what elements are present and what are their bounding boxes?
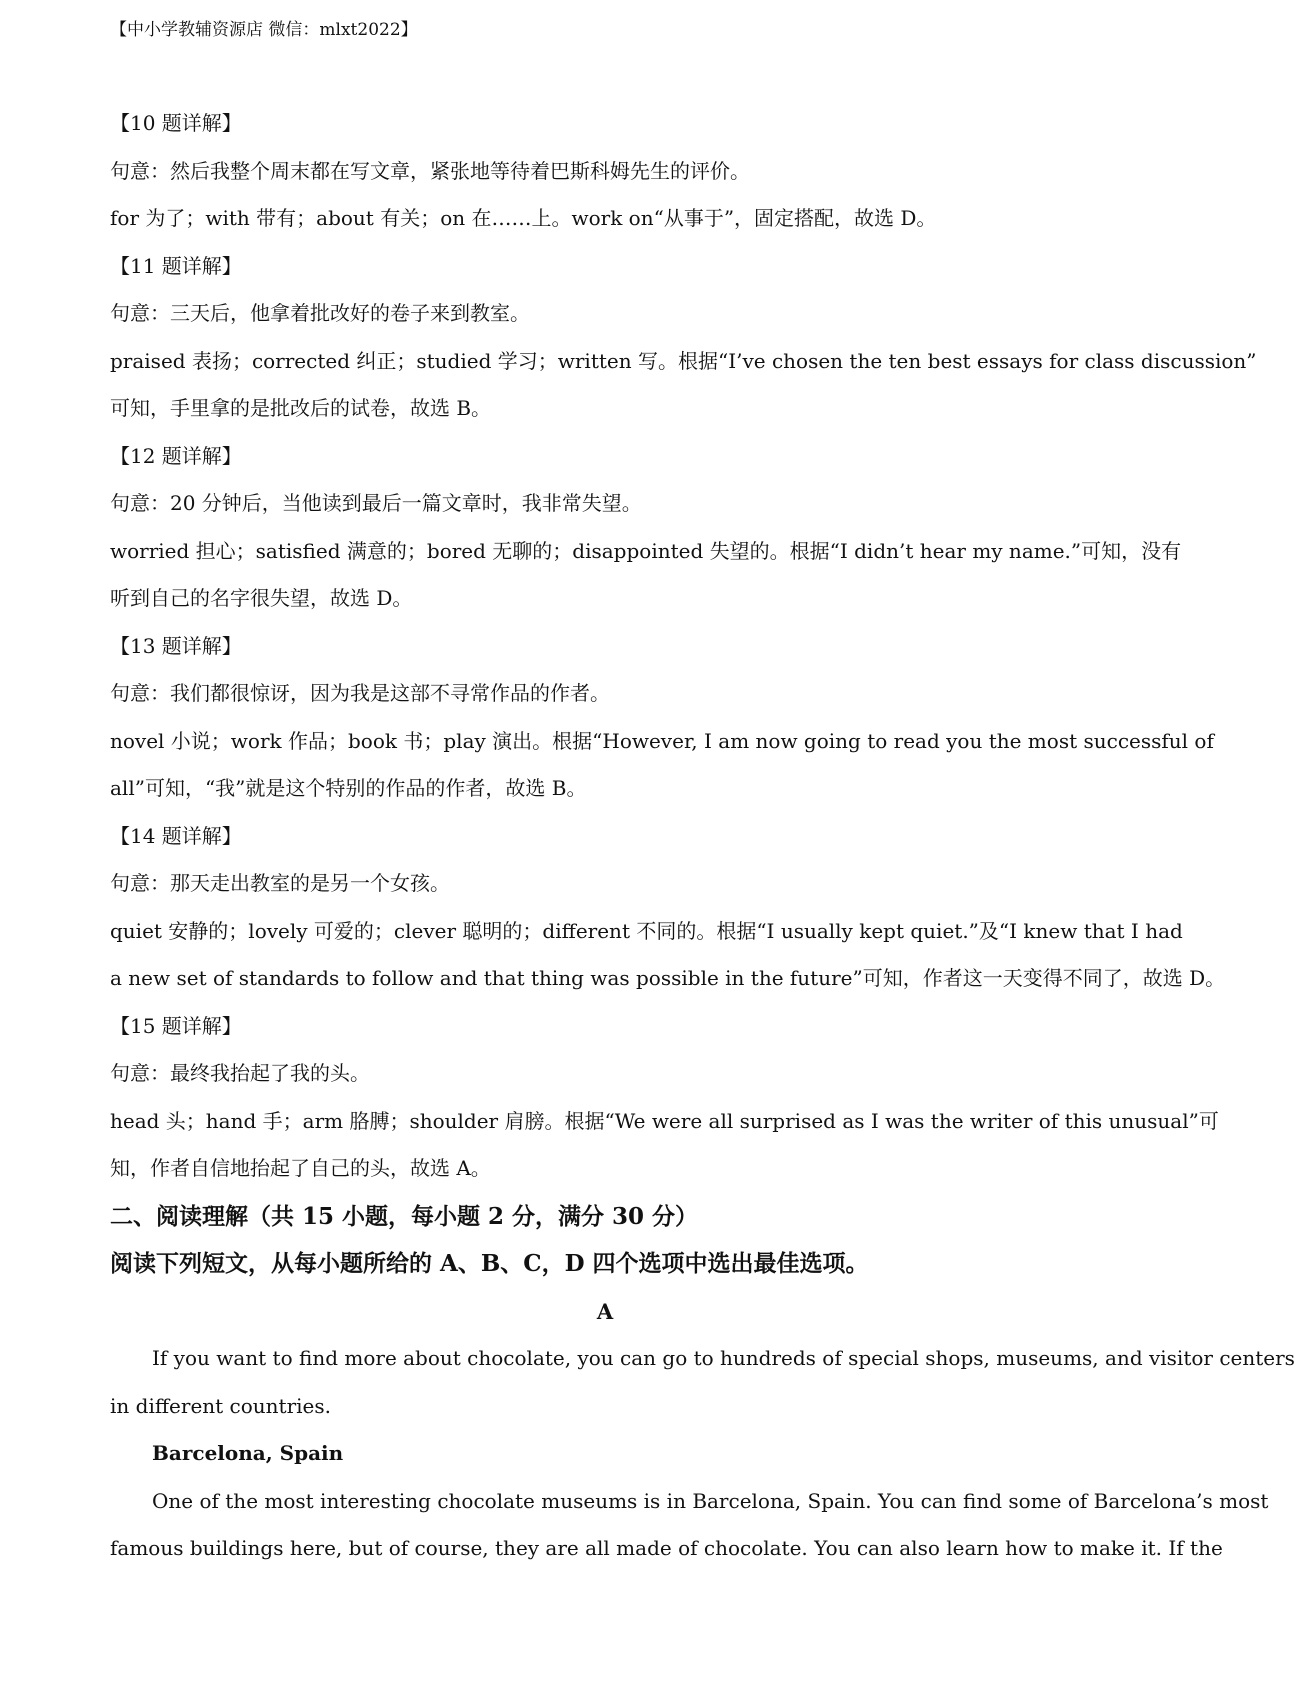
explanation-detail: all”可知，“我”就是这个特别的作品的作者，故选 B。 <box>110 776 587 800</box>
explanation-meaning: 句意：20 分钟后，当他读到最后一篇文章时，我非常失望。 <box>110 491 642 515</box>
explanation-meaning: 句意：最终我抬起了我的头。 <box>110 1061 370 1085</box>
explanation-meaning: 句意：然后我整个周末都在写文章，紧张地等待着巴斯科姆先生的评价。 <box>110 158 750 183</box>
explanation-detail: 听到自己的名字很失望，故选 D。 <box>110 586 413 610</box>
explanation-detail: 可知，手里拿的是批改后的试卷，故选 B。 <box>110 396 492 420</box>
explanation-meaning: 句意：三天后，他拿着批改好的卷子来到教室。 <box>110 301 530 325</box>
explanation-title: 【15 题详解】 <box>110 1013 242 1038</box>
passage-label: A <box>596 1298 614 1324</box>
explanation-title: 【11 题详解】 <box>110 253 242 278</box>
explanation-title: 【12 题详解】 <box>110 443 242 468</box>
section-instruction: 阅读下列短文，从每小题所给的 A、B、C，D 四个选项中选出最佳选项。 <box>110 1250 869 1277</box>
explanation-title: 【13 题详解】 <box>110 633 242 658</box>
explanation-title: 【14 题详解】 <box>110 823 242 848</box>
passage-intro-line: in different countries. <box>110 1393 332 1418</box>
explanation-meaning: 句意：那天走出教室的是另一个女孩。 <box>110 871 450 895</box>
document-body <box>110 100 1295 1573</box>
passage-intro-line: If you want to find more about chocolate, you can go to hundreds of special shops, museums, and visitor centers <box>152 1346 1295 1370</box>
explanation-detail: praised 表扬；corrected 纠正；studied 学习；written 写。根据“I’ve chosen the ten best essays for class discussion” <box>110 348 1257 373</box>
explanation-detail: worried 担心；satisfied 满意的；bored 无聊的；disappointed 失望的。根据“I didn’t hear my name.”可知，没有 <box>110 538 1182 563</box>
section-heading: 二、阅读理解（共 15 小题，每小题 2 分，满分 30 分） <box>110 1202 699 1230</box>
passage-subhead: Barcelona, Spain <box>152 1441 344 1465</box>
explanation-detail: a new set of standards to follow and that thing was possible in the future”可知，作者这一天变得不同了，故选 D。 <box>110 966 1226 990</box>
explanation-detail: 知，作者自信地抬起了自己的头，故选 A。 <box>110 1156 491 1180</box>
passage-body-line: One of the most interesting chocolate museums is in Barcelona, Spain. You can find some of Barcelona’s most <box>152 1488 1269 1513</box>
explanation-meaning: 句意：我们都很惊讶，因为我是这部不寻常作品的作者。 <box>110 681 610 705</box>
explanation-detail: head 头；hand 手；arm 胳膊；shoulder 肩膀。根据“We were all surprised as I was the writer of this unusual”可 <box>110 1108 1219 1133</box>
passage-body-line: famous buildings here, but of course, they are all made of chocolate. You can also learn how to make it. If the <box>110 1536 1223 1560</box>
explanation-detail: quiet 安静的；lovely 可爱的；clever 聪明的；different 不同的。根据“I usually kept quiet.”及“I knew that I had <box>110 918 1183 943</box>
explanation-title: 【10 题详解】 <box>110 111 242 135</box>
explanation-detail: for 为了；with 带有；about 有关；on 在……上。work on“从事于”，固定搭配，故选 D。 <box>110 206 937 230</box>
page-header: 【中小学教辅资源店 微信：mlxt2022】 <box>110 20 418 40</box>
explanation-detail: novel 小说；work 作品；book 书；play 演出。根据“However, I am now going to read you the most successful of <box>110 728 1214 753</box>
